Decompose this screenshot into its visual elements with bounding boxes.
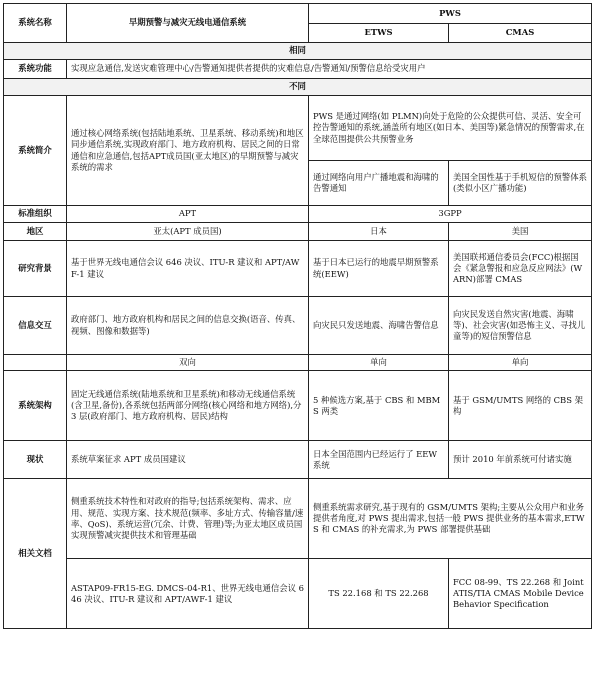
- docs-etws-2: TS 22.168 和 TS 22.268: [309, 559, 449, 629]
- interaction-cmas: 向灾民发送自然灾害(地震、海啸等)、社会灾害(如恐怖主义、寻找儿童等)的短信预警信息: [449, 297, 592, 355]
- header-etws: ETWS: [309, 24, 449, 43]
- docs-pws-1: 侧重系统需求研究,基于现有的 GSM/UMTS 架构;主要从公众用户和业务提供者角度,对 PWS 提出需求,包括一般 PWS 提供业务的基本需求,ETWS 和 CMAS 的补充需求,为 PWS 部署提供基础: [309, 479, 592, 559]
- region-apt: 亚太(APT 成员国): [67, 223, 309, 241]
- header-pws: PWS: [309, 4, 592, 24]
- direction-etws: 单向: [309, 355, 449, 371]
- architecture-apt: 固定无线通信系统(陆地系统和卫星系统)和移动无线通信系统(含卫星,备份),各系统包括两部分网络(核心网络和地方网络),分 3 层(政府部门、地方政府机构、居民)结构: [67, 371, 309, 441]
- org-pws: 3GPP: [309, 206, 592, 223]
- header-system-name: 系统名称: [4, 4, 67, 43]
- row-label-region: 地区: [4, 223, 67, 241]
- docs-apt-2: ASTAP09-FR15-EG. DMCS-04-R1、世界无线电通信会议 646 决议、ITU-R 建议和 APT/AWF-1 建议: [67, 559, 309, 629]
- row-label-docs: 相关文档: [4, 479, 67, 629]
- row-label-org: 标准组织: [4, 206, 67, 223]
- architecture-etws: 5 种候选方案,基于 CBS 和 MBMS 两类: [309, 371, 449, 441]
- section-different: 不同: [4, 79, 592, 96]
- header-cmas: CMAS: [449, 24, 592, 43]
- region-etws: 日本: [309, 223, 449, 241]
- function-text: 实现应急通信,发送灾难管理中心/告警通知提供者提供的灾难信息/告警通知/预警信息给受灾用户: [67, 60, 592, 79]
- direction-label-empty: [4, 355, 67, 371]
- intro-etws: 通过网络向用户广播地震和海啸的告警通知: [309, 161, 449, 206]
- status-apt: 系统草案征求 APT 成员国建议: [67, 441, 309, 479]
- intro-cmas: 美国全国性基于手机短信的预警体系(类似小区广播功能): [449, 161, 592, 206]
- row-label-interaction: 信息交互: [4, 297, 67, 355]
- row-label-background: 研究背景: [4, 241, 67, 297]
- row-label-architecture: 系统架构: [4, 371, 67, 441]
- intro-pws: PWS 是通过网络(如 PLMN)向处于危险的公众提供可信、灵活、安全可控告警通知的系统,涵盖所有地区(如日本、美国等)紧急情况的预警需求,在全球范围提供公共预警业务: [309, 96, 592, 161]
- docs-cmas-2: FCC 08-99、TS 22.268 和 Joint ATIS/TIA CMAS Mobile Device Behavior Specification: [449, 559, 592, 629]
- status-cmas: 预计 2010 年前系统可付诸实施: [449, 441, 592, 479]
- section-same: 相同: [4, 43, 592, 60]
- background-cmas: 美国联邦通信委员会(FCC)根据国会《紧急警报和应急反应网法》(WARN)部署 CMAS: [449, 241, 592, 297]
- status-etws: 日本全国范围内已经运行了 EEW 系统: [309, 441, 449, 479]
- row-label-status: 现状: [4, 441, 67, 479]
- interaction-apt: 政府部门、地方政府机构和居民之间的信息交换(语音、传真、视频、图像和数据等): [67, 297, 309, 355]
- region-cmas: 美国: [449, 223, 592, 241]
- header-apt-system: 早期预警与减灾无线电通信系统: [67, 4, 309, 43]
- comparison-table: [3, 3, 592, 629]
- interaction-etws: 向灾民只发送地震、海啸告警信息: [309, 297, 449, 355]
- docs-apt-1: 侧重系统技术特性和对政府的指导;包括系统架构、需求、应用、规范、实现方案、技术规范(频率、多址方式、传输容量/速率、QoS)、系统运营(冗余、计费、管理)等;为亚太地区成员国实现预警减灾提供技术和管理基础: [67, 479, 309, 559]
- row-label-intro: 系统简介: [4, 96, 67, 206]
- background-apt: 基于世界无线电通信会议 646 决议、ITU-R 建议和 APT/AWF-1 建议: [67, 241, 309, 297]
- direction-apt: 双向: [67, 355, 309, 371]
- intro-apt: 通过核心网络系统(包括陆地系统、卫星系统、移动系统)和地区同步通信系统,实现政府部门、地方政府机构、居民之间的日常通信和应急通信,包括APT成员国(亚太地区)的早期预警与减灾系统的需求: [67, 96, 309, 206]
- org-apt: APT: [67, 206, 309, 223]
- row-label-function: 系统功能: [4, 60, 67, 79]
- architecture-cmas: 基于 GSM/UMTS 网络的 CBS 架构: [449, 371, 592, 441]
- direction-cmas: 单向: [449, 355, 592, 371]
- background-etws: 基于日本已运行的地震早期预警系统(EEW): [309, 241, 449, 297]
